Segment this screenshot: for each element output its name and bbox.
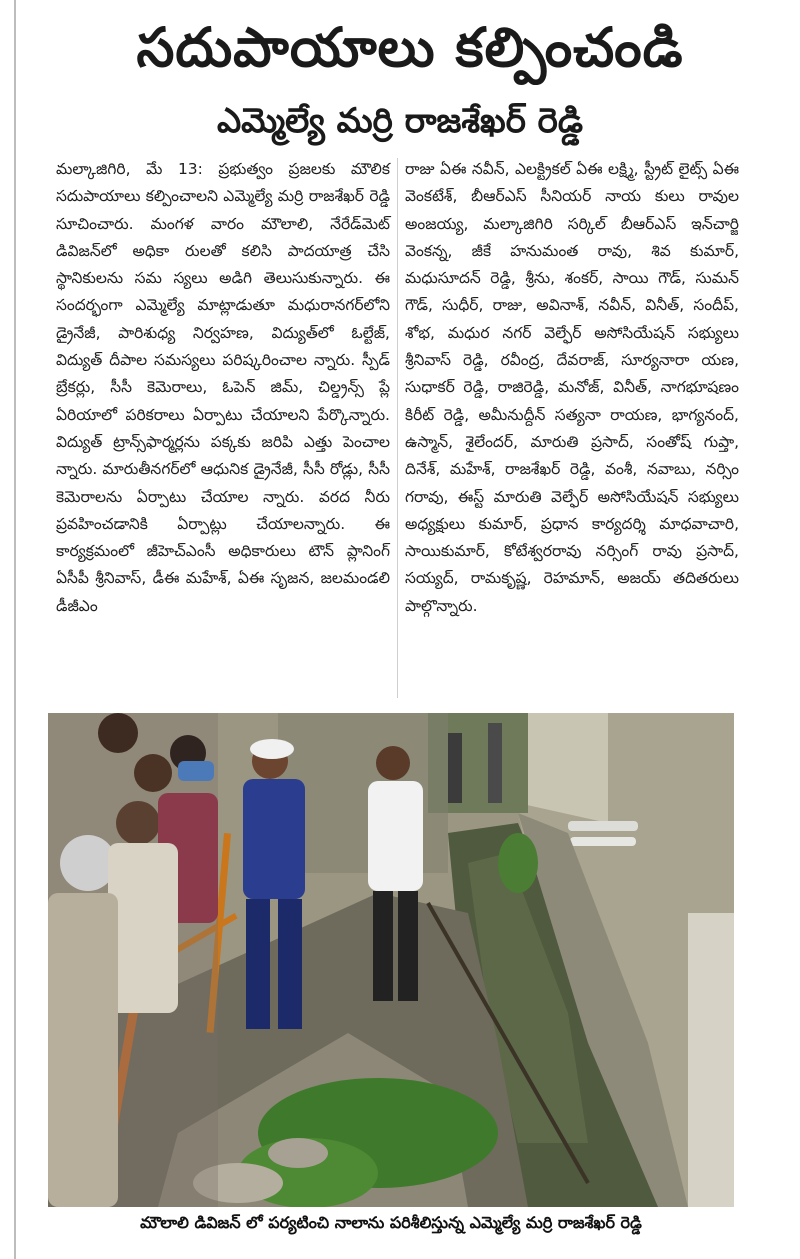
article-headline: సదుపాయాలు కల్పించండి xyxy=(136,16,684,79)
article-column-left: మల్కాజిగిరి, మే 13: ప్రభుత్వం ప్రజలకు మౌలిక సదుపాయాలు కల్పించాలని ఎమ్మెల్యే మర్రి రాజశేఖర్ రెడ్డి సూచించారు. మంగళ వారం మౌలాలి, నేరేడ్‌మెట్ డివిజన్‌లో అధికా రులతో కలిసి పాదయాత్ర చేసి స్థానికులను సమ స్యలు అడిగి తెలుసుకున్నారు. ఈ సందర్భంగా ఎమ్మెల్యే మాట్లాడుతూ మధురానగర్‌లోని డ్రైనేజీ, పారిశుధ్య నిర్వహణ, విద్యుత్‌లో ఓల్టేజ్, విద్యుత్ దీపాల సమస్యలు పరిష్కరించాల న్నారు. స్పీడ్ బ్రేకర్లు, సీసీ కెమెరాలు, ఓపెన్ జిమ్, చిల్డ్రన్స్ ప్లే ఏరియాలో పరికరాలు ఏర్పాటు చేయాలని పేర్కొన్నారు. విద్యుత్ ట్రాన్స్‌ఫార్మర్లను పక్కకు జరిపి ఎత్తు పెంచాల న్నారు. మారుతీనగర్‌లో ఆధునిక డ్రైనేజీ, సీసీ రోడ్లు, సీసీ కెమెరాలను ఏర్పాటు చేయాల న్నారు. వరద నీరు ప్రవహించడానికి ఏర్పాట్లు చేయాలన్నారు. ఈ కార్యక్రమంలో జీహెచ్ఎంసీ అధికారులు టౌన్ ప్లానింగ్ ఏసీపీ శ్రీనివాస్, డీఈ మహేశ్, ఏఈ సృజన, జలమండలి డీజీఎం xyxy=(56,160,390,615)
article-subheadline: ఎమ్మెల్యే మర్రి రాజశేఖర్ రెడ్డి xyxy=(216,101,584,141)
news-photo-illustration xyxy=(48,713,734,1207)
page-left-rule xyxy=(14,0,16,1259)
column-divider xyxy=(397,158,398,698)
photo-caption: మౌలాలి డివిజన్ లో పర్యటించి నాలాను పరిశీలిస్తున్న ఎమ్మెల్యే మర్రి రాజశేఖర్ రెడ్డి xyxy=(140,1213,642,1232)
news-photo xyxy=(48,713,734,1207)
article-column-right: రాజు ఏఈ నవీన్, ఎలక్ట్రికల్ ఏఈ లక్ష్మి, స్ట్రీట్ లైట్స్ ఏఈ వెంకటేశ్, బీఆర్ఎస్ సీనియర్ నాయ కులు రావుల అంజయ్య, మల్కాజిగిరి సర్కిల్ బీఆర్ఎస్ ఇన్‌చార్జి వెంకన్న, జీకే హనుమంత రావు, శివ కుమార్, మధుసూదన్ రెడ్డి, శ్రీను, శంకర్, సాయి గౌడ్, సుమన్ గౌడ్, సుధీర్, రాజు, అవినాశ్, నవీన్, వినీత్, సందీప్, శోభ, మధుర నగర్ వెల్ఫేర్ అసోసియేషన్ సభ్యులు శ్రీనివాస్ రెడ్డి, రవీంద్ర, దేవరాజ్, సూర్యనారా యణ, సుధాకర్ రెడ్డి, రాజిరెడ్డి, మనోజ్, వినీత్, నాగభూషణం కిరీట్ రెడ్డి, అమీనుద్దీన్ సత్యనా రాయణ, భాగ్యనంద్, ఉస్మాన్, శైలేందర్, మారుతి ప్రసాద్, సంతోష్ గుప్తా, దినేశ్, మహేశ్, రాజశేఖర్ రెడ్డి, వంశీ, నవాబు, నర్సిం గరావు, ఈస్ట్ మారుతి వెల్ఫేర్ అసోసియేషన్ సభ్యులు అధ్యక్షులు కుమార్, ప్రధాన కార్యదర్శి మాధవాచారి, సాయికుమార్, కోటేశ్వరరావు నర్సింగ్ రావు ప్రసాద్, సయ్యద్, రామకృష్ణ, రెహమాన్, అజయ్ తదితరులు పాల్గొన్నారు. xyxy=(405,160,739,615)
